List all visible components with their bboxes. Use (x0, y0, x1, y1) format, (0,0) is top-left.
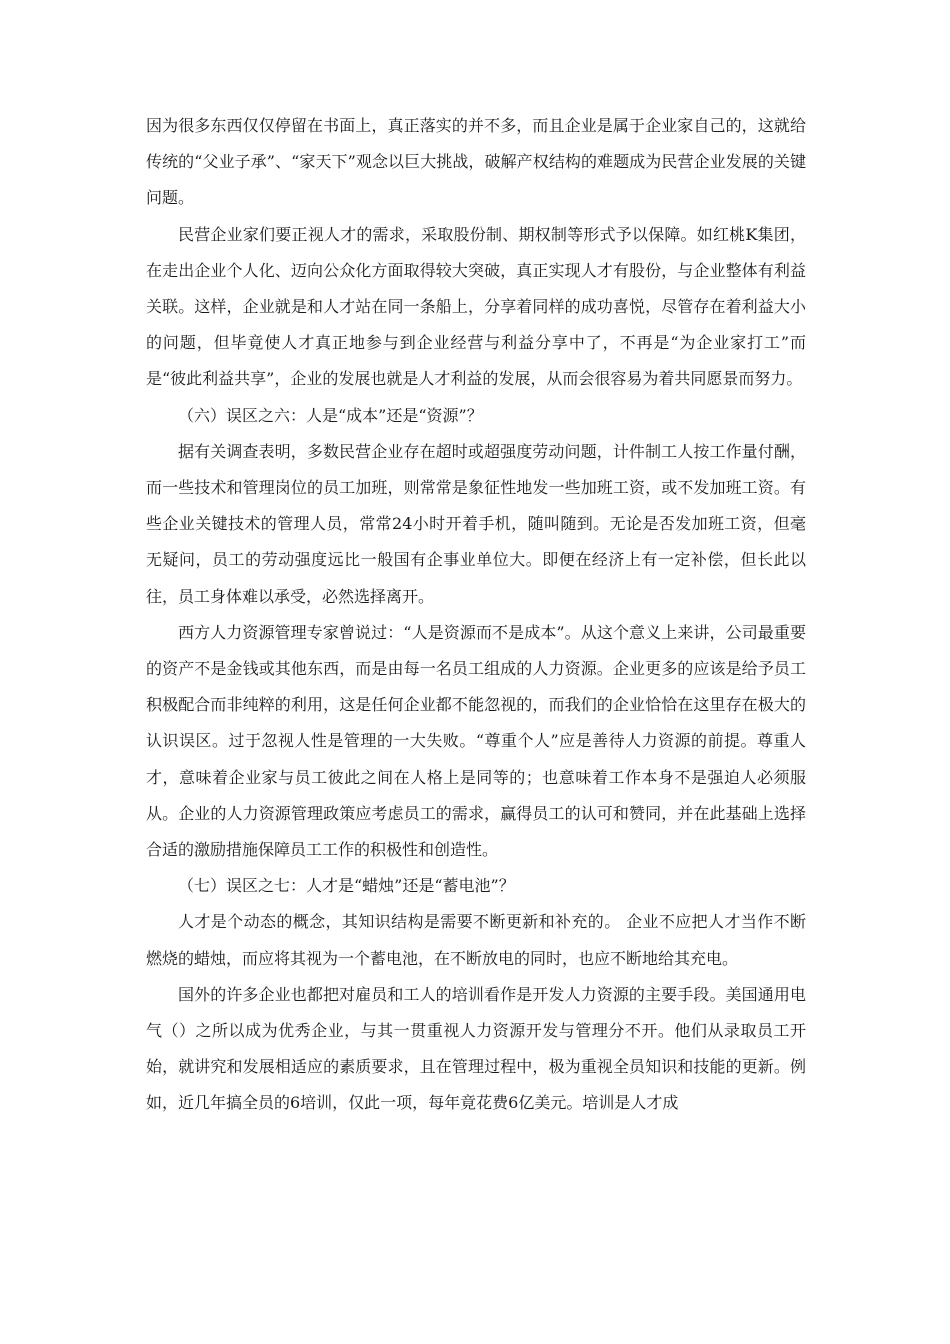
paragraph-ge-training: 国外的许多企业也都把对雇员和工人的培训看作是开发人力资源的主要手段。美国通用电气（）之所以成为优秀企业，与其一贯重视人力资源开发与管理分不开。他们从录取员工开始，就讲究和发展相适应的素质要求，且在管理过程中，极为重视全员知识和技能的更新。例如，近几年搞全员的6培训，仅此一项，每年竟花费6亿美元。培训是人才成 (146, 984, 806, 1113)
paragraph-continuation: 因为很多东西仅仅停留在书面上，真正落实的并不多，而且企业是属于企业家自己的，这就给传统的“父业子承”、“家天下”观念以巨大挑战，破解产权结构的难题成为民营企业发展的关键问题。 (146, 116, 806, 208)
paragraph-talent-equity: 民营企业家们要正视人才的需求，采取股份制、期权制等形式予以保障。如红桃K集团，在走出企业个人化、迈向公众化方面取得较大突破，真正实现人才有股份，与企业整体有利益关联。这样，企业就是和人才站在同一条船上，分享着同样的成功喜悦，尽管存在着利益大小的问题，但毕竟使人才真正地参与到企业经营与利益分享中了，不再是“为企业家打工”而是“彼此利益共享”，企业的发展也就是人才利益的发展，从而会很容易为着共同愿景而努力。 (146, 224, 806, 389)
paragraph-candle-vs-battery: 人才是个动态的概念，其知识结构是需要不断更新和补充的。 企业不应把人才当作不断燃烧的蜡烛，而应将其视为一个蓄电池，在不断放电的同时，也应不断地给其充电。 (146, 912, 806, 968)
paragraph-people-are-resources: 西方人力资源管理专家曾说过：“人是资源而不是成本”。从这个意义上来讲，公司最重要的资产不是金钱或其他东西，而是由每一名员工组成的人力资源。企业更多的应该是给予员工积极配合而非纯粹的利用，这是任何企业都不能忽视的，而我们的企业恰恰在这里存在极大的认识误区。过于忽视人性是管理的一大失败。“尊重个人”应是善待人力资源的前提。尊重人才，意味着企业家与员工彼此之间在人格上是同等的；也意味着工作本身不是强迫人必须服从。企业的人力资源管理政策应考虑员工的需求，赢得员工的认可和赞同，并在此基础上选择合适的激励措施保障员工工作的积极性和创造性。 (146, 622, 806, 860)
document-page (146, 108, 806, 1122)
section-heading-6: （六）误区之六：人是“成本”还是“资源”？ (178, 405, 483, 425)
paragraph-overtime-survey: 据有关调查表明，多数民营企业存在超时或超强度劳动问题，计件制工人按工作量付酬，而一些技术和管理岗位的员工加班，则常常是象征性地发一些加班工资，或不发加班工资。有些企业关键技术的管理人员，常常24小时开着手机，随叫随到。无论是否发加班工资，但毫无疑问，员工的劳动强度远比一般国有企事业单位大。即便在经济上有一定补偿，但长此以往，员工身体难以承受，必然选择离开。 (146, 441, 806, 606)
section-heading-7: （七）误区之七：人才是“蜡烛”还是“蓄电池”？ (178, 876, 515, 896)
